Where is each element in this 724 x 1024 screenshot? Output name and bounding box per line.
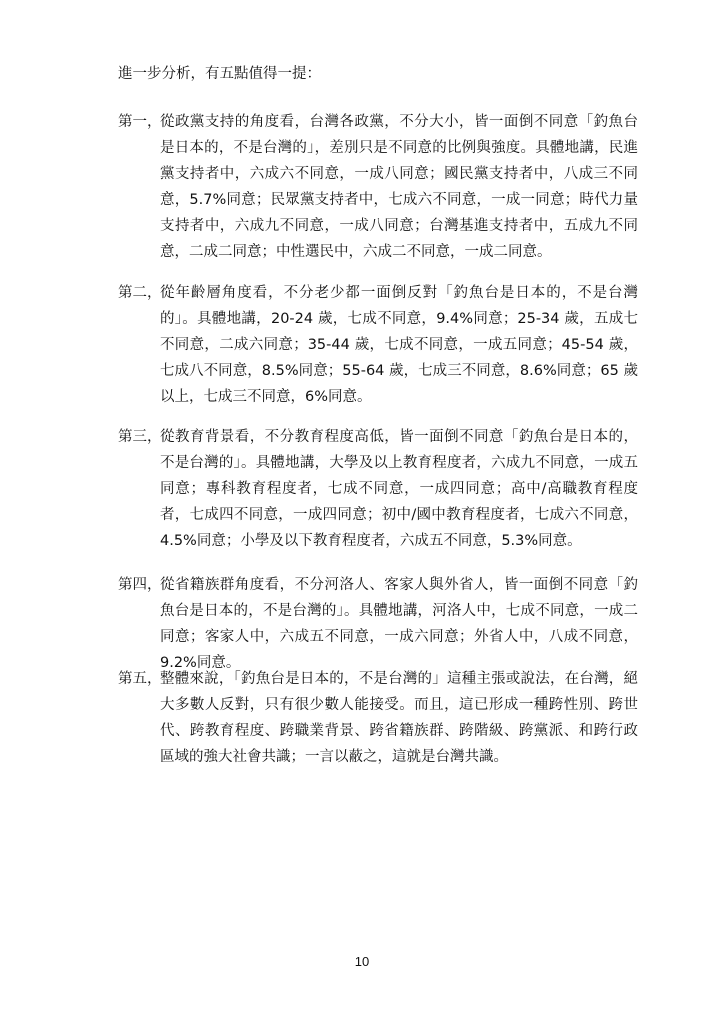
point-three-text: 從教育背景看，不分教育程度高低，皆一面倒不同意「釣魚台是日本的，不是台灣的」。具體地講，大學及以上教育程度者，六成九不同意，一成五同意；專科教育程度者，七成不同意，一成四同意；高中/高職教育程度者，七成四不同意，一成四同意；初中/國中教育程度者，七成六不同意，4.5%同意；小學及以下教育程度者，六成五不同意，5.3%同意。 xyxy=(160,429,638,549)
point-five-label: 第五， xyxy=(118,671,162,687)
point-three-label: 第三， xyxy=(118,429,162,445)
point-one-text: 從政黨支持的角度看，台灣各政黨，不分大小，皆一面倒不同意「釣魚台是日本的，不是台灣的」，差別只是不同意的比例與強度。具體地講，民進黨支持者中，六成六不同意，一成八同意；國民黨支持者中，八成三不同意，5.7%同意；民眾黨支持者中，七成六不同意，一成一同意；時代力量支持者中，六成九不同意，一成八同意；台灣基進支持者中，五成九不同意，二成二同意；中性選民中，六成二不同意，一成二同意。 xyxy=(160,114,638,260)
point-four-text: 從省籍族群角度看，不分河洛人、客家人與外省人，皆一面倒不同意「釣魚台是日本的，不是台灣的」。具體地講，河洛人中，七成不同意，一成二同意；客家人中，六成五不同意，一成六同意；外省人中，八成不同意，9.2%同意。 xyxy=(160,577,638,671)
point-four-label: 第四， xyxy=(118,577,162,593)
point-five-text: 整體來說，「釣魚台是日本的，不是台灣的」這種主張或說法，在台灣，絕大多數人反對，只有很少數人能接受。而且，這已形成一種跨性別、跨世代、跨教育程度、跨職業背景、跨省籍族群、跨階級、跨黨派、和跨行政區域的強大社會共識；一言以蔽之，這就是台灣共識。 xyxy=(160,671,638,765)
point-five-paragraph xyxy=(118,666,638,770)
point-one-label: 第一， xyxy=(118,114,162,130)
point-four-paragraph xyxy=(118,572,638,676)
point-two-text: 從年齡層角度看，不分老少都一面倒反對「釣魚台是日本的，不是台灣的」。具體地講，20-24 歲，七成不同意，9.4%同意；25-34 歲，五成七不同意，二成六同意；35-44 歲，七成不同意，一成五同意；45-54 歲，七成八不同意，8.5%同意；55-64 歲，七成三不同意，8.6%同意；65 歲以上，七成三不同意，6%同意。 xyxy=(160,285,638,405)
point-two-paragraph xyxy=(118,280,638,410)
point-two-label: 第二， xyxy=(118,285,162,301)
page-number: 10 xyxy=(354,954,370,969)
intro-line: 進一步分析，有五點值得一提： xyxy=(118,66,321,82)
point-one-paragraph xyxy=(118,109,638,265)
point-three-paragraph xyxy=(118,424,638,554)
